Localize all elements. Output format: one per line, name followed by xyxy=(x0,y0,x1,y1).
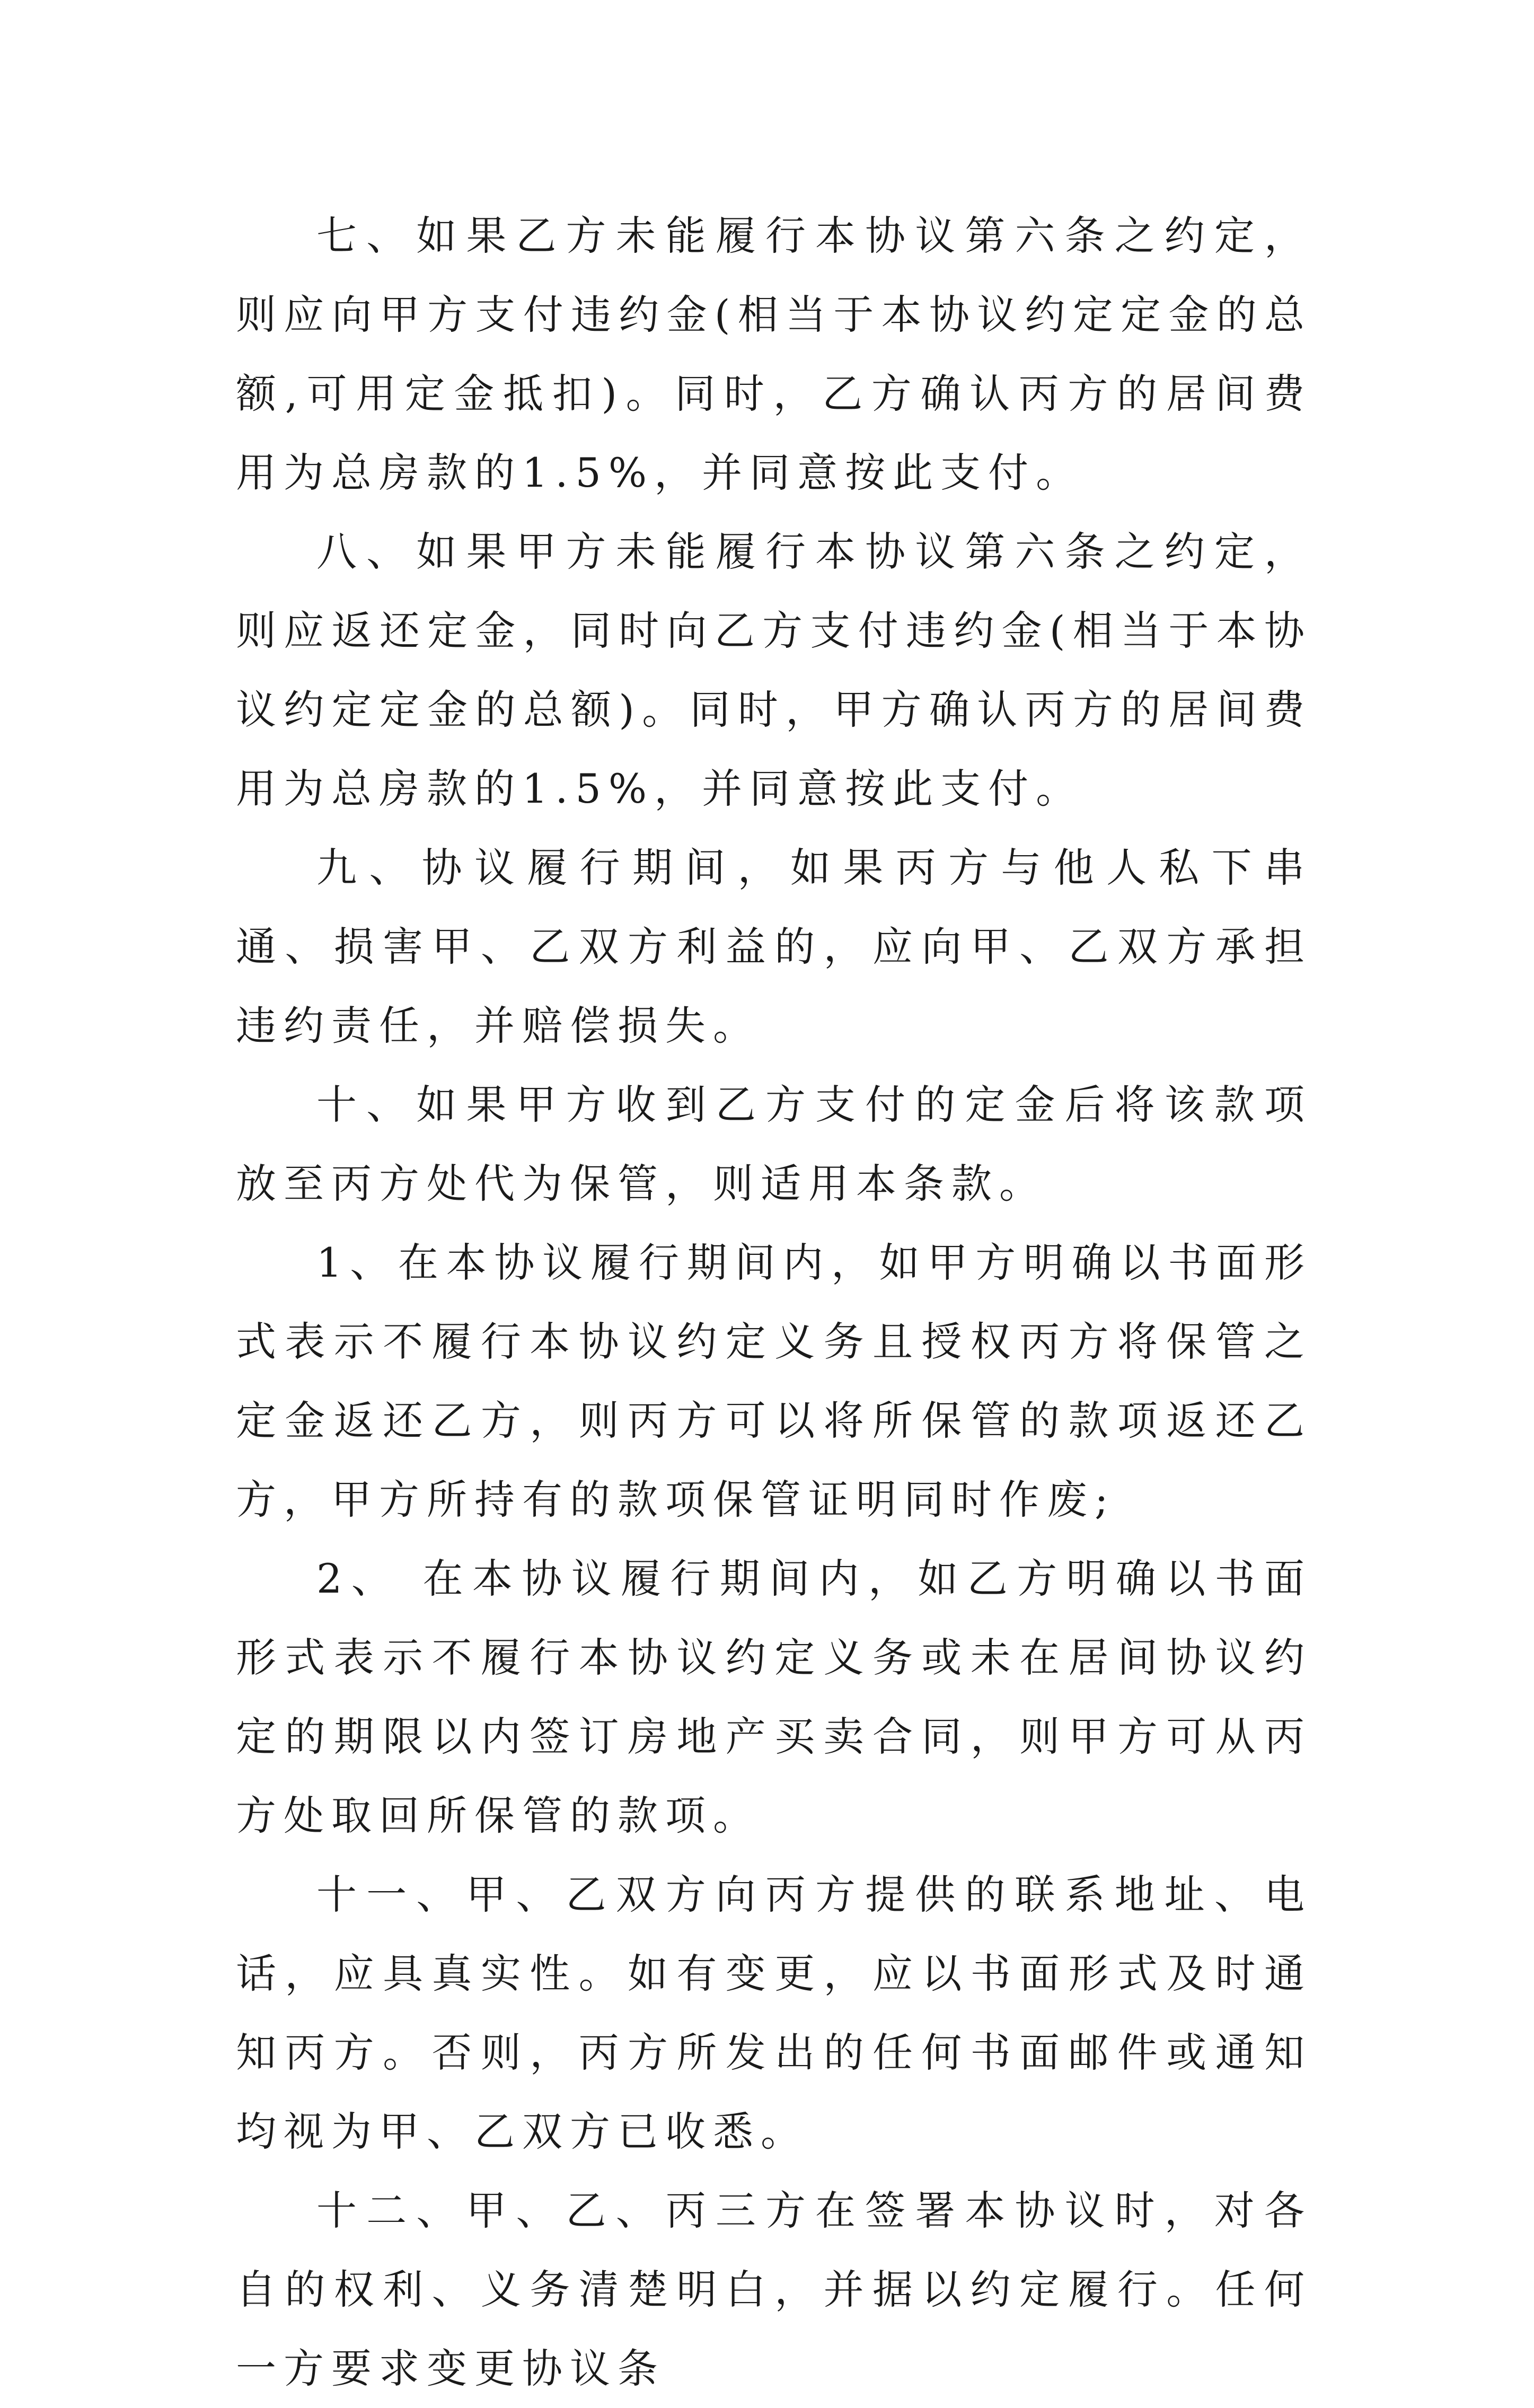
clause-12-paragraph: 十二、甲、乙、丙三方在签署本协议时，对各自的权利、义务清楚明白，并据以约定履行。任何一方要求变更协议条 xyxy=(236,2187,1312,2392)
document-body xyxy=(236,196,1312,2408)
clause-10-item-2-paragraph: 2、 在本协议履行期间内，如乙方明确以书面形式表示不履行本协议约定义务或未在居间协议约定的期限以内签订房地产买卖合同，则甲方可从丙方处取回所保管的款项。 xyxy=(236,1555,1312,1839)
clause-10-paragraph: 十、如果甲方收到乙方支付的定金后将该款项放至丙方处代为保管，则适用本条款。 xyxy=(236,1081,1312,1207)
clause-7-paragraph: 七、如果乙方未能履行本协议第六条之约定，则应向甲方支付违约金(相当于本协议约定定金的总额,可用定金抵扣)。同时，乙方确认丙方的居间费用为总房款的1.5%，并同意按此支付。 xyxy=(236,212,1312,496)
clause-10-item-1-paragraph: 1、在本协议履行期间内，如甲方明确以书面形式表示不履行本协议约定义务且授权丙方将保管之定金返还乙方，则丙方可以将所保管的款项返还乙方，甲方所持有的款项保管证明同时作废; xyxy=(236,1239,1312,1523)
clause-8-paragraph: 八、如果甲方未能履行本协议第六条之约定，则应返还定金，同时向乙方支付违约金(相当于本协议约定定金的总额)。同时，甲方确认丙方的居间费用为总房款的1.5%，并同意按此支付。 xyxy=(236,528,1312,812)
clause-9-paragraph: 九、协议履行期间，如果丙方与他人私下串通、损害甲、乙双方利益的，应向甲、乙双方承担违约责任，并赔偿损失。 xyxy=(236,844,1312,1049)
clause-11-paragraph: 十一、甲、乙双方向丙方提供的联系地址、电话，应具真实性。如有变更，应以书面形式及时通知丙方。否则，丙方所发出的任何书面邮件或通知均视为甲、乙双方已收悉。 xyxy=(236,1871,1312,2155)
